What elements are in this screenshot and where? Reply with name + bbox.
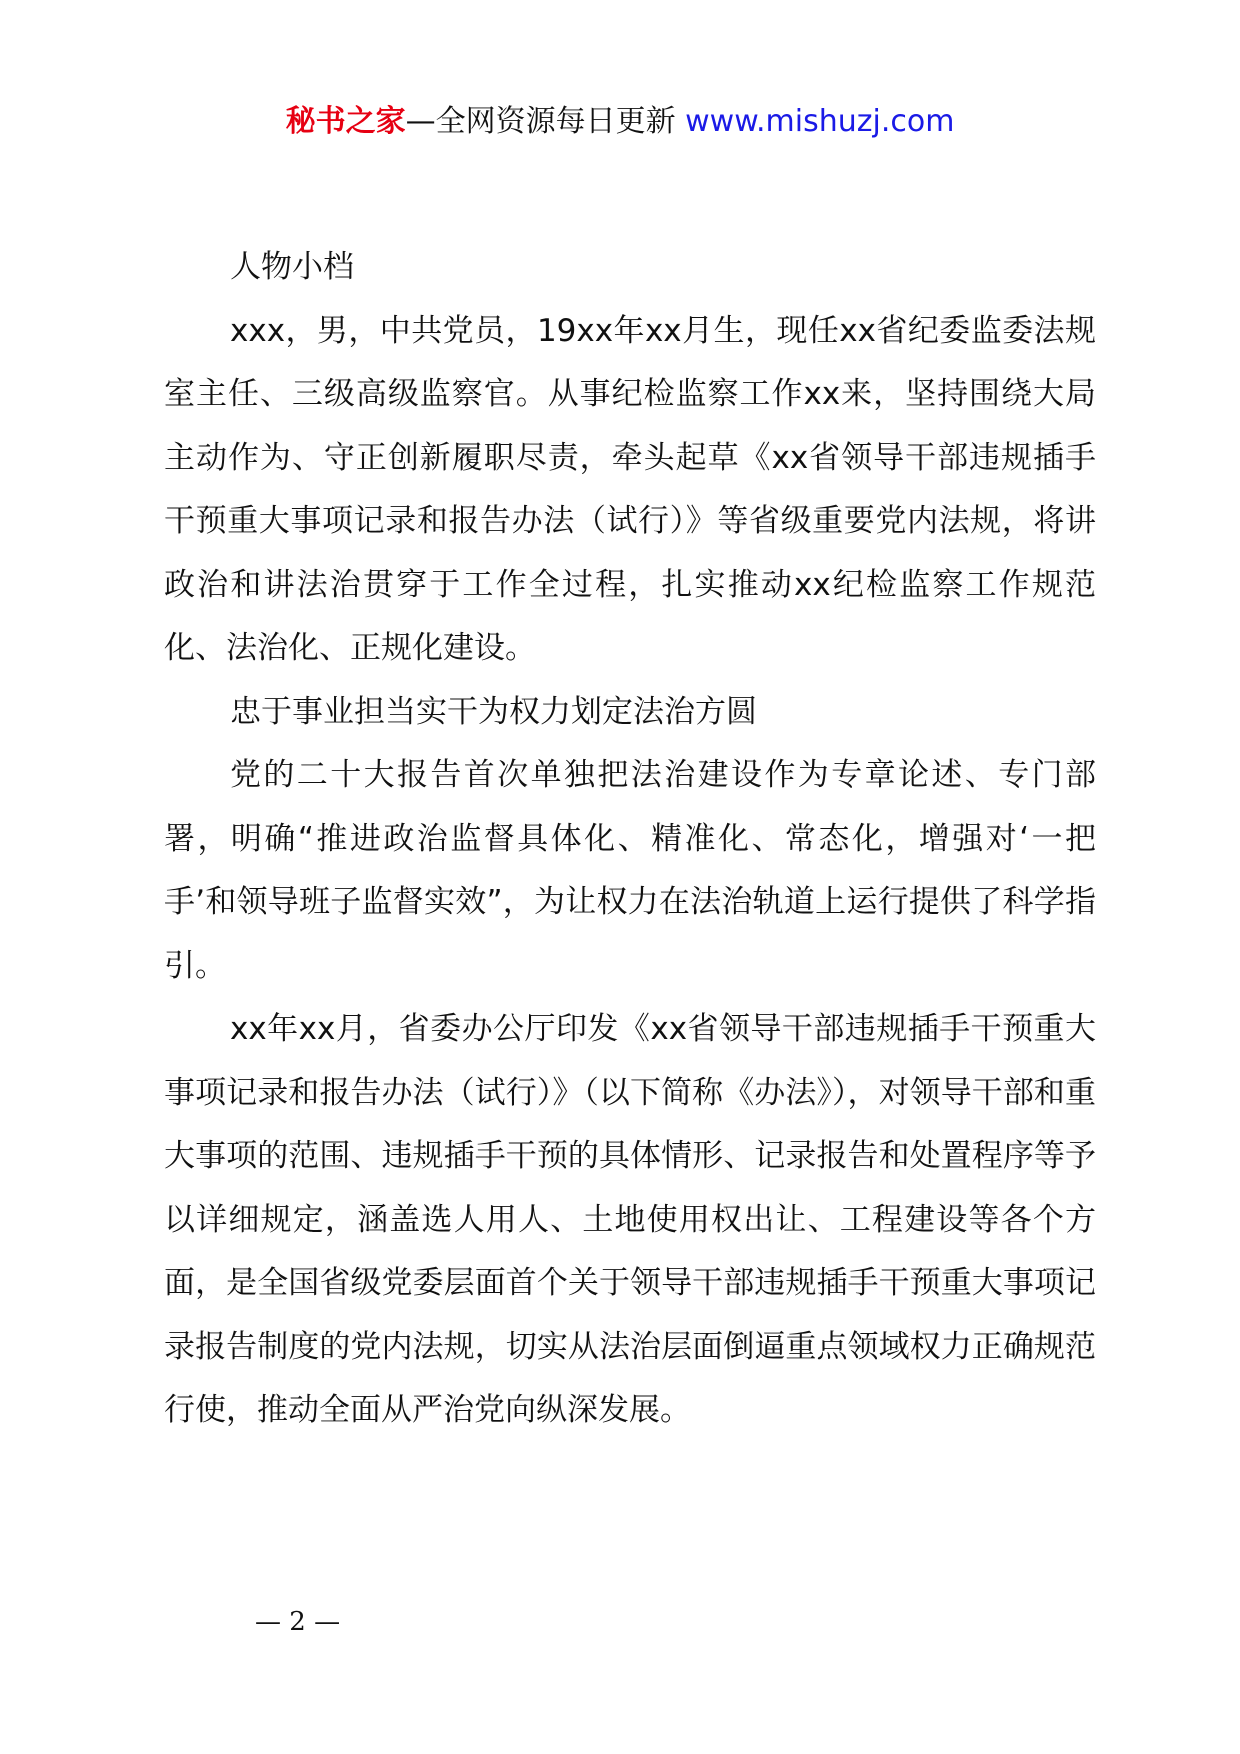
body-paragraph: 党的二十大报告首次单独把法治建设作为专章论述、专门部署，明确“推进政治监督具体化、精准化、常态化，增强对‘一把手’和领导班子监督实效”，为让权力在法治轨道上运行提供了科学指引。: [164, 757, 1096, 984]
site-url-link[interactable]: www.mishuzj.com: [685, 104, 955, 139]
body-paragraph: xx年xx月，省委办公厅印发《xx省领导干部违规插手干预重大事项记录和报告办法（试行）》（以下简称《办法》），对领导干部和重大事项的范围、违规插手干预的具体情形、记录报告和处置程序等予以详细规定，涵盖选人用人、土地使用权出让、工程建设等各个方面，是全国省级党委层面首个关于领导干部违规插手干预重大事项记录报告制度的党内法规，切实从法治层面倒逼重点领域权力正确规范行使，推动全面从严治党向纵深发展。: [164, 1011, 1096, 1428]
site-banner: [0, 100, 1240, 144]
profile-paragraph: xxx，男，中共党员，19xx年xx月生，现任xx省纪委监委法规室主任、三级高级监察官。从事纪检监察工作xx来，坚持围绕大局主动作为、守正创新履职尽责，牵头起草《xx省领导干部违规插手干预重大事项记录和报告办法（试行）》等省级重要党内法规，将讲政治和讲法治贯穿于工作全过程，扎实推动xx纪检监察工作规范化、法治化、正规化建设。: [164, 312, 1096, 666]
page-number: — 2 —: [255, 1607, 341, 1637]
section-heading-article: 忠于事业担当实干为权力划定法治方圆: [230, 693, 757, 730]
section-heading-profile: 人物小档: [230, 249, 354, 285]
banner-slogan: —全网资源每日更新: [405, 104, 686, 139]
document-body: [164, 236, 1096, 1443]
brand-name: 秘书之家: [285, 104, 406, 139]
